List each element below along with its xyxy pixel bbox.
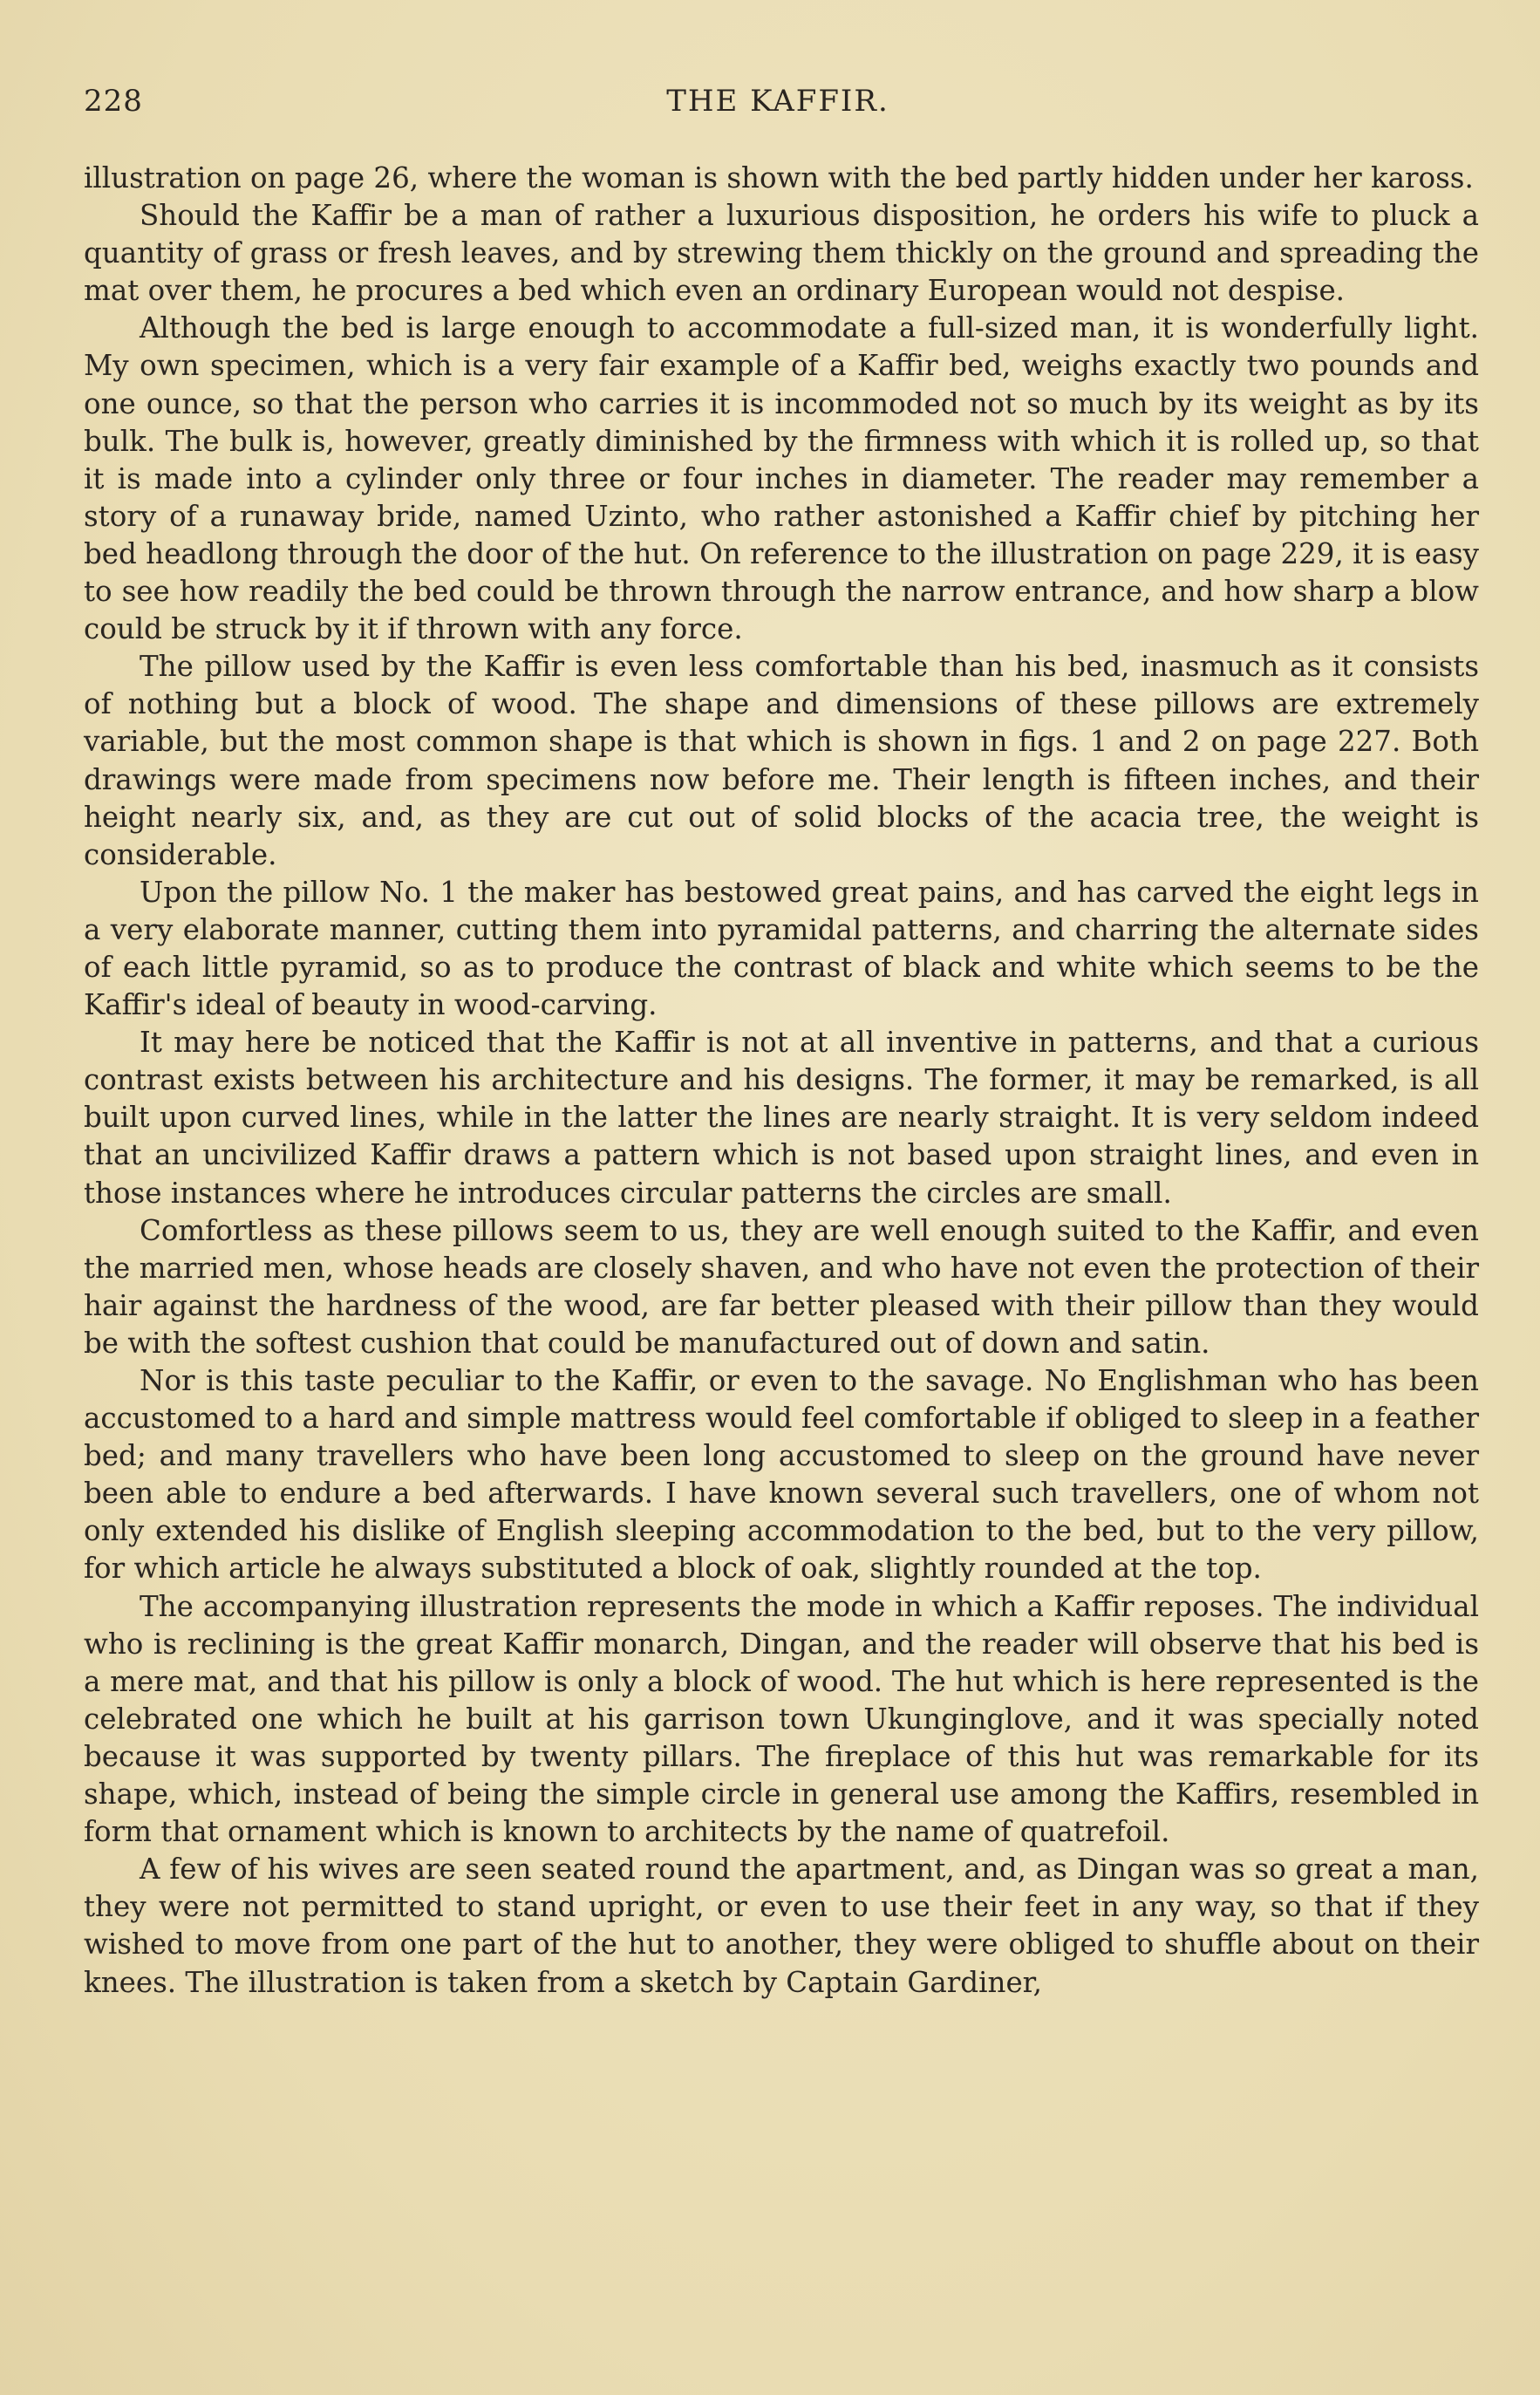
body-text: [84, 160, 1479, 2002]
paragraph: A few of his wives are seen seated round the apartment, and, as Dingan was so great a man, they were not permitted to stand upright, or even to use their feet in any way, so that if they wished to move from one part of the hut to another, they were obliged to shuffle about on their knees. The illustration is taken from a sketch by Captain Gardiner,: [84, 1853, 1479, 1999]
paragraph: Nor is this taste peculiar to the Kaffir, or even to the savage. No Englishman who has been accustomed to a hard and simple mattress would feel comfortable if obliged to sleep in a feather bed; and many travellers who have been long accustomed to sleep on the ground have never been able to endure a bed afterwards. I have known several such travellers, one of whom not only extended his dislike of English sleeping accommodation to the bed, but to the very pillow, for which article he always substituted a block of oak, slightly rounded at the top.: [84, 1364, 1479, 1586]
paragraph: Should the Kaffir be a man of rather a luxurious disposition, he orders his wife to pluck a quantity of grass or fresh leaves, and by strewing them thickly on the ground and spreading the mat over them, he procures a bed which even an ordinary European would not despise.: [84, 199, 1479, 308]
paragraph: Upon the pillow No. 1 the maker has bestowed great pains, and has carved the eight legs in a very elaborate manner, cutting them into pyramidal patterns, and charring the alternate sides of each little pyramid, so as to produce the contrast of black and white which seems to be the Kaffir's ideal of beauty in wood-carving.: [84, 875, 1479, 1022]
paragraph: Although the bed is large enough to accommodate a full-sized man, it is wonderfully light. My own specimen, which is a very fair example of a Kaffir bed, weighs exactly two pounds and one ounce, so that the person who carries it is incommoded not so much by its weight as by its bulk. The bulk is, however, greatly diminished by the firmness with which it is rolled up, so that it is made into a cylinder only three or four inches in diameter. The reader may remember a story of a runaway bride, named Uzinto, who rather astonished a Kaffir chief by pitching her bed headlong through the door of the hut. On reference to the illustration on page 229, it is easy to see how readily the bed could be thrown through the narrow entrance, and how sharp a blow could be struck by it if thrown with any force.: [84, 311, 1479, 646]
paragraph: The accompanying illustration represents the mode in which a Kaffir reposes. The individual who is reclining is the great Kaffir monarch, Dingan, and the reader will observe that his bed is a mere mat, and that his pillow is only a block of wood. The hut which is here represented is the celebrated one which he built at his garrison town Ukunginglove, and it was specially noted because it was supported by twenty pillars. The fireplace of this hut was remarkable for its shape, which, instead of being the simple circle in general use among the Kaffirs, resembled in form that ornament which is known to architects by the name of quatrefoil.: [84, 1589, 1479, 1849]
running-title: THE KAFFIR.: [666, 84, 889, 119]
paragraph: Comfortless as these pillows seem to us, they are well enough suited to the Kaffir, and even the married men, whose heads are closely shaven, and who have not even the protection of their hair against the hardness of the wood, are far better pleased with their pillow than they would be with the softest cushion that could be manufactured out of down and satin.: [84, 1213, 1479, 1360]
paragraph-continued: illustration on page 26, where the woman is shown with the bed partly hidden under her kaross.: [84, 161, 1474, 194]
page-number: 228: [84, 84, 143, 119]
page-header: [84, 84, 1472, 127]
paragraph: It may here be noticed that the Kaffir is not at all inventive in patterns, and that a curious contrast exists between his architecture and his designs. The former, it may be remarked, is all built upon curved lines, while in the latter the lines are nearly straight. It is very seldom indeed that an uncivilized Kaffir draws a pattern which is not based upon straight lines, and even in those instances where he introduces circular patterns the circles are small.: [84, 1026, 1479, 1210]
paragraph: The pillow used by the Kaffir is even less comfortable than his bed, inasmuch as it consists of nothing but a block of wood. The shape and dimensions of these pillows are extremely variable, but the most common shape is that which is shown in figs. 1 and 2 on page 227. Both drawings were made from specimens now before me. Their length is fifteen inches, and their height nearly six, and, as they are cut out of solid blocks of the acacia tree, the weight is considerable.: [84, 650, 1479, 871]
